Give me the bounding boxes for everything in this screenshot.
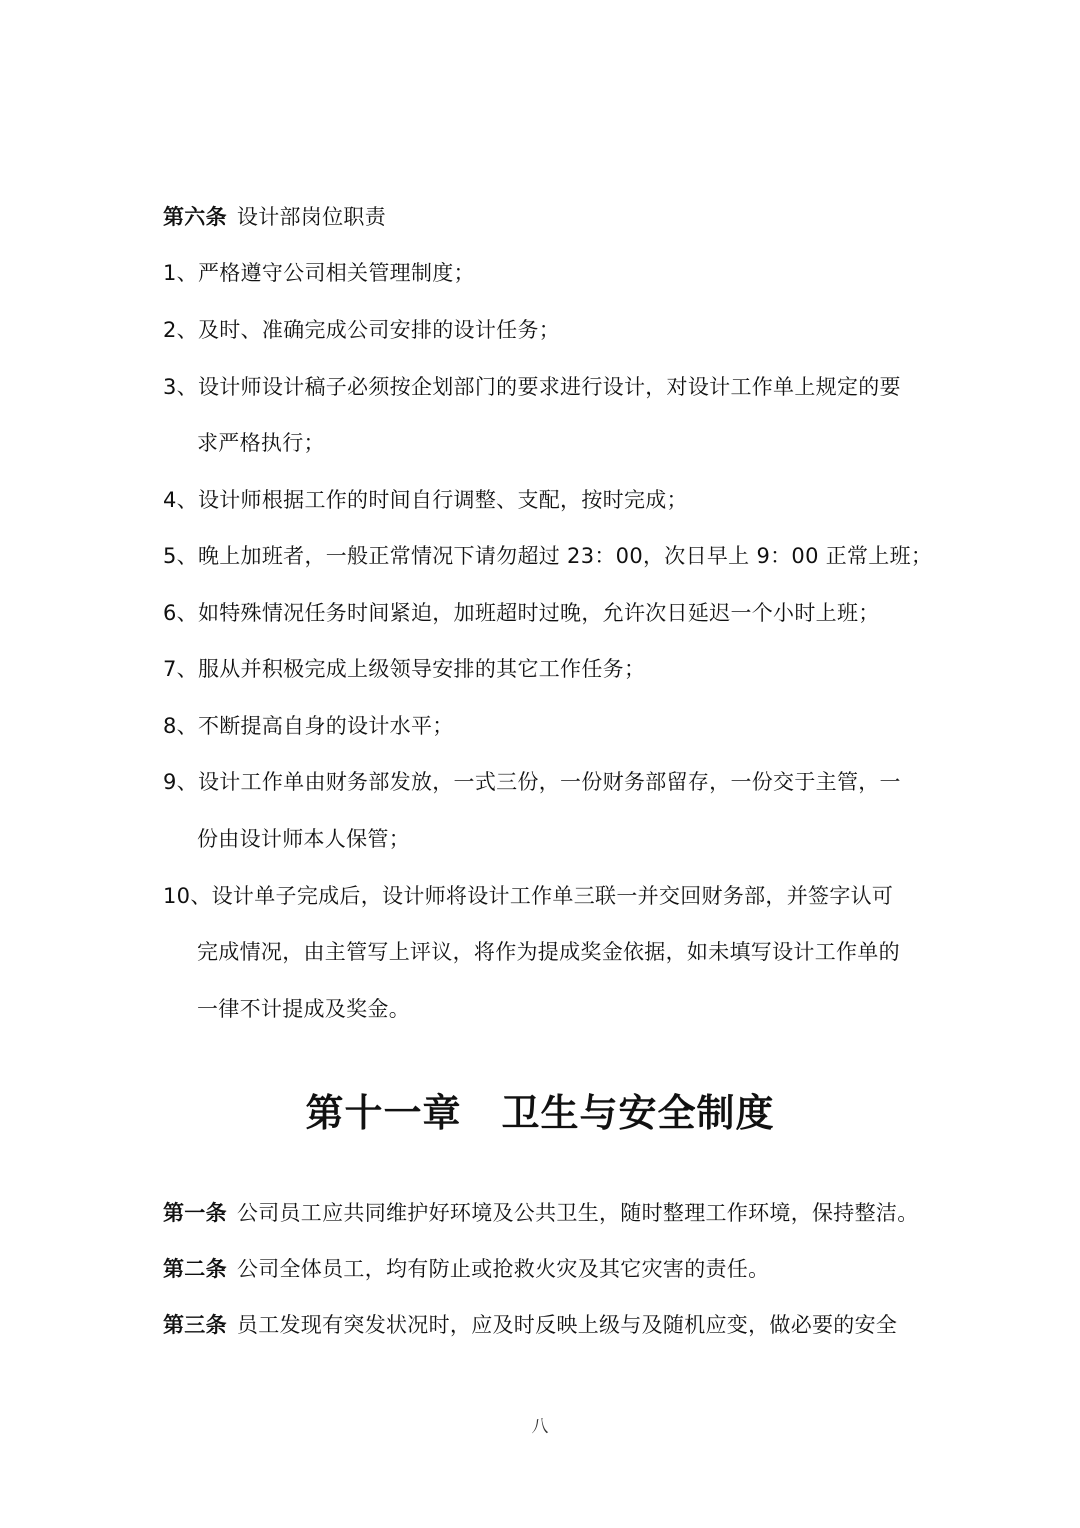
- article-text: 公司全体员工，均有防止或抢救火灾及其它灾害的责任。: [236, 1257, 770, 1281]
- list-item: 10、设计单子完成后，设计师将设计工作单三联一并交回财务部，并签字认可: [163, 884, 894, 908]
- list-item: 8、不断提高自身的设计水平；: [163, 714, 454, 738]
- list-item-continuation: 完成情况，由主管写上评议，将作为提成奖金依据，如未填写设计工作单的: [197, 940, 900, 964]
- article-label: 第一条: [163, 1201, 227, 1225]
- list-item-continuation: 一律不计提成及奖金。: [197, 997, 410, 1021]
- section-title: 设计部岗位职责: [236, 205, 387, 229]
- list-item: 3、设计师设计稿子必须按企划部门的要求进行设计，对设计工作单上规定的要: [163, 375, 901, 399]
- list-item: 1、严格遵守公司相关管理制度；: [163, 261, 475, 285]
- list-item-continuation: 求严格执行；: [197, 431, 325, 455]
- article-row: [163, 1255, 769, 1283]
- list-item: 9、设计工作单由财务部发放，一式三份，一份财务部留存，一份交于主管，一: [163, 770, 901, 794]
- chapter-title: [0, 1086, 1080, 1140]
- article-label: 第二条: [163, 1257, 227, 1281]
- article-text: 公司员工应共同维护好环境及公共卫生，随时整理工作环境，保持整洁。: [236, 1201, 919, 1225]
- list-item: 4、设计师根据工作的时间自行调整、支配，按时完成；: [163, 488, 688, 512]
- article-label: 第三条: [163, 1313, 227, 1337]
- article-label: 第六条: [163, 205, 227, 229]
- list-item: 5、晚上加班者，一般正常情况下请勿超过 23：00，次日早上 9：00 正常上班；: [163, 544, 933, 568]
- list-item: 6、如特殊情况任务时间紧迫，加班超时过晚，允许次日延迟一个小时上班；: [163, 601, 880, 625]
- list-item: 2、及时、准确完成公司安排的设计任务；: [163, 318, 561, 342]
- page-number: 八: [531, 1417, 549, 1437]
- article-row: [163, 1311, 897, 1339]
- section-heading: [163, 203, 386, 231]
- article-text: 员工发现有突发状况时，应及时反映上级与及随机应变，做必要的安全: [236, 1313, 898, 1337]
- list-item: 7、服从并积极完成上级领导安排的其它工作任务；: [163, 657, 646, 681]
- article-row: [163, 1199, 919, 1227]
- list-item-continuation: 份由设计师本人保管；: [197, 827, 410, 851]
- chapter-name: 卫生与安全制度: [501, 1091, 775, 1135]
- chapter-number: 第十一章: [305, 1091, 462, 1135]
